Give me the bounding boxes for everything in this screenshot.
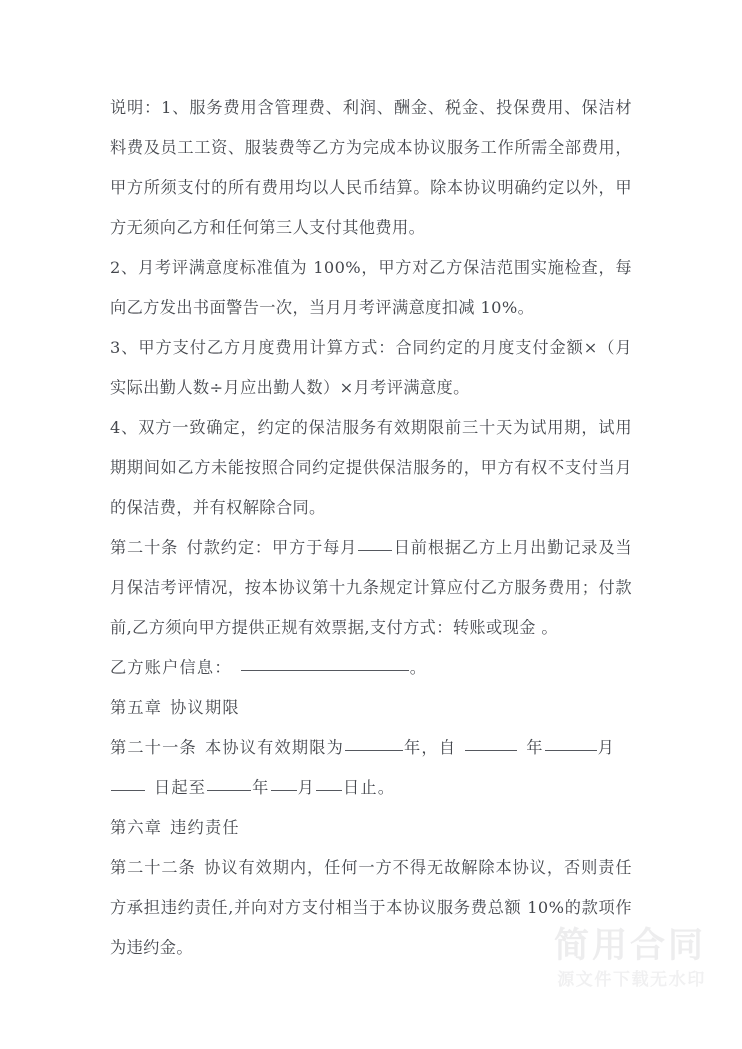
account-info-line [110,648,632,688]
blank-term-years[interactable] [345,735,403,751]
blank-start-year[interactable] [465,735,517,751]
article-21-text-8: 日止。 [342,778,396,797]
blank-end-day[interactable] [316,775,342,791]
chapter-5-title: 协议期限 [170,698,240,717]
article-21-text-5: 日起至 [154,778,207,797]
account-info-suffix: 。 [409,658,428,677]
article-21-text-4: 月 [597,738,615,757]
document-body [110,88,632,968]
article-20-title: 付款约定： [186,538,272,557]
article-22-label: 第二十二条 [110,858,196,877]
article-21-text-6: 年 [252,778,270,797]
blank-start-month[interactable] [545,735,597,751]
article-21-paragraph [110,728,632,808]
watermark-subtitle: 源文件下载无水印 [557,969,706,990]
blank-end-month[interactable] [271,775,297,791]
blank-end-year[interactable] [207,775,251,791]
article-20-label: 第二十条 [110,538,179,557]
chapter-5-label: 第五章 [110,698,163,717]
chapter-6-title: 违约责任 [170,818,240,837]
chapter-6-heading [110,808,632,848]
article-20-text-before-blank: 甲方于每月 [271,538,358,557]
chapter-6-label: 第六章 [110,818,163,837]
blank-account-info[interactable] [241,655,409,671]
article-21-label: 第二十一条 [110,738,197,757]
paragraph-note-2: 2、月考评满意度标准值为 100%，甲方对乙方保洁范围实施检查，每向乙方发出书面警告一次，当月月考评满意度扣减 10%。 [110,258,632,317]
watermark-title: 简用合同 [553,926,706,967]
blank-start-day[interactable] [111,775,145,791]
account-info-label: 乙方账户信息： [110,658,232,677]
paragraph-note-1: 说明：1、服务费用含管理费、利润、酬金、税金、投保费用、保洁材料费及员工工资、服装费等乙方为完成本协议服务工作所需全部费用，甲方所须支付的所有费用均以人民币结算。除本协议明确约定以外，甲方无须向乙方和任何第三人支付其他费用。 [110,98,632,237]
article-22-text: 协议有效期内，任何一方不得无故解除本协议，否则责任方承担违约责任,并向对方支付相当于本协议服务费总额 10%的款项作为违约金。 [110,858,633,957]
article-21-text-1: 本协议有效期限为 [204,738,345,757]
paragraph-note-4: 4、双方一致确定，约定的保洁服务有效期限前三十天为试用期，试用期期间如乙方未能按照合同约定提供保洁服务的，甲方有权不支付当月的保洁费，并有权解除合同。 [110,418,632,517]
article-20-paragraph [110,528,632,648]
article-21-text-3: 年 [526,738,544,757]
blank-payment-day[interactable] [358,535,392,551]
article-21-text-7: 月 [297,778,315,797]
article-20-text-after-blank: 日前根据乙方上月出勤记录及当月保洁考评情况，按本协议第十九条规定计算应付乙方服务费用；付款前,乙方须向甲方提供正规有效票据,支付方式：转账或现金 。 [110,538,633,637]
article-22-paragraph [110,848,632,968]
chapter-5-heading [110,688,632,728]
article-21-text-2: 年，自 [404,738,457,757]
paragraph-note-3: 3、甲方支付乙方月度费用计算方式：合同约定的月度支付金额×（月实际出勤人数÷月应出勤人数）×月考评满意度。 [110,338,632,397]
